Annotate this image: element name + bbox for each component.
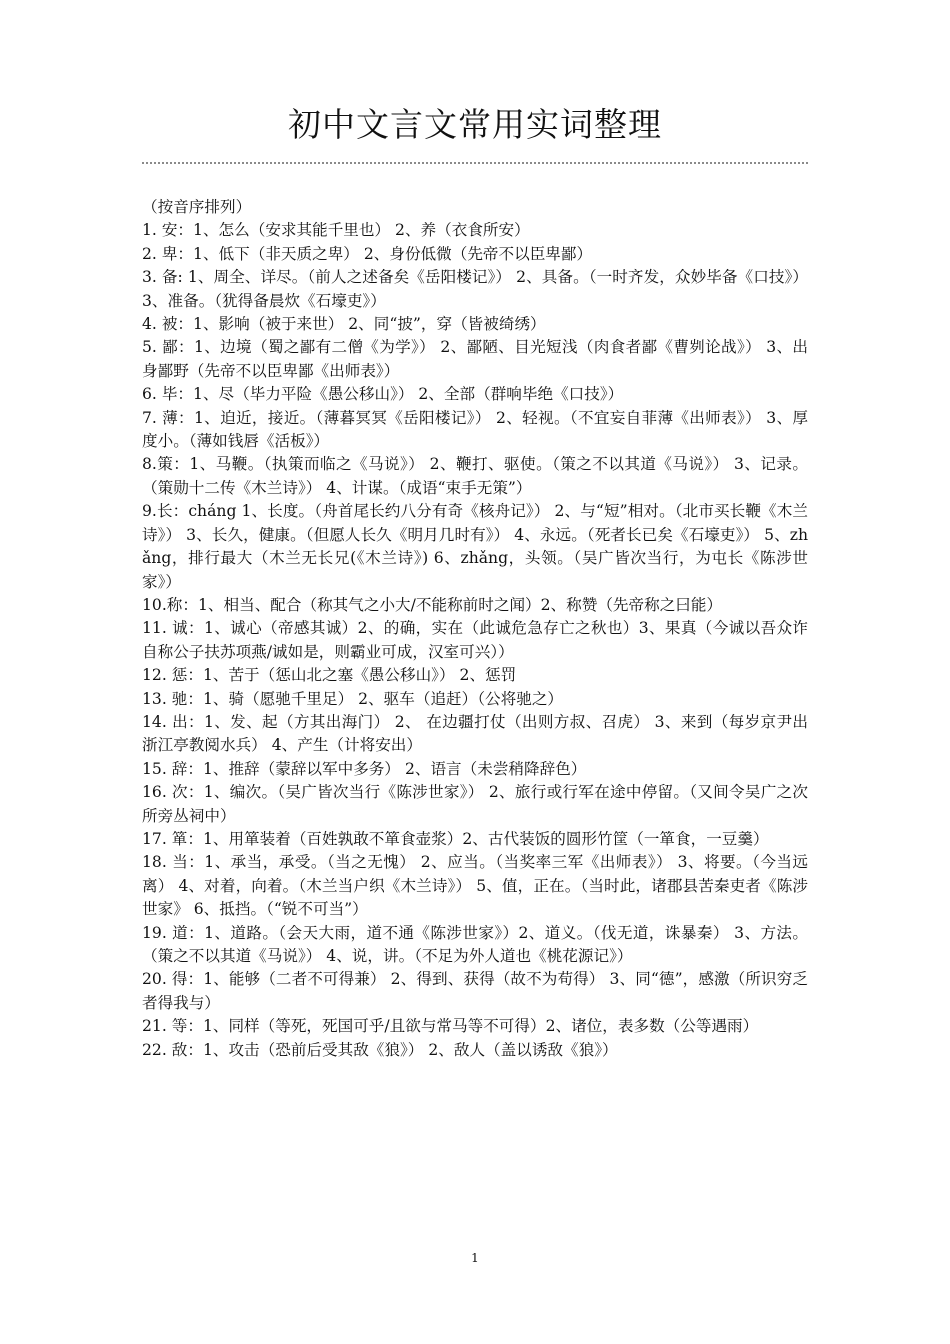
entry-1: 1. 安：1、怎么（安求其能千里也） 2、养（衣食所安）	[142, 221, 530, 240]
entry-8: 8.策：1、马鞭。（执策而临之《马说》） 2、鞭打、驱使。（策之不以其道《马说》） 3、记录。（策勋十二传《木兰诗》） 4、计谋。（成语“束手无策”）	[142, 455, 808, 497]
entry-10: 10.称：1、相当、配合（称其气之小大/不能称前时之闻）2、称赞（先帝称之曰能）	[142, 595, 723, 614]
entry-6: 6. 毕：1、尽（毕力平险《愚公移山》） 2、全部（群响毕绝《口技》）	[142, 385, 624, 404]
entry-14: 14. 出：1、发、起（方其出海门） 2、 在边疆打仗（出则方叔、召虎） 3、来到（每岁京尹出浙江亭教阅水兵） 4、产生（计将安出）	[142, 712, 809, 755]
entry-15: 15. 辞：1、推辞（蒙辞以军中多务） 2、语言（未尝稍降辞色）	[142, 759, 587, 778]
entry-16: 16. 次：1、编次。（吴广皆次当行《陈涉世家》） 2、旅行或行军在途中停留。（又间令吴广之次所旁丛祠中）	[142, 783, 808, 825]
page-number: 1	[471, 1251, 479, 1265]
entry-21: 21. 等：1、同样（等死，死国可乎/且欲与常马等不可得）2、诸位，表多数（公等遇雨）	[142, 1017, 759, 1036]
entry-17: 17. 箪：1、用箪装着（百姓孰敢不箪食壶浆）2、古代装饭的圆形竹筐（一箪食，一豆羹）	[142, 829, 769, 848]
entry-11: 11. 诚：1、诚心（帝感其诚）2、的确，实在（此诚危急存亡之秋也）3、果真（今诚以吾众诈自称公子扶苏项燕/诚如是，则霸业可成，汉室可兴））	[142, 619, 808, 661]
entry-19: 19. 道：1、道路。（会天大雨，道不通《陈涉世家》）2、道义。（伐无道，诛暴秦） 3、方法。（策之不以其道《马说》） 4、说，讲。（不足为外人道也《桃花源记》）	[142, 923, 808, 965]
entry-2: 2. 卑：1、低下（非天质之卑） 2、身份低微（先帝不以臣卑鄙）	[142, 244, 593, 263]
document-body	[142, 196, 808, 1062]
entry-22: 22. 敌：1、攻击（恐前后受其敌《狼》） 2、敌人（盖以诱敌《狼》）	[142, 1040, 618, 1059]
entry-13: 13. 驰：1、骑（愿驰千里足） 2、驱车（追赶）（公将驰之）	[142, 689, 564, 708]
entry-18: 18. 当：1、承当，承受。（当之无愧） 2、应当。（当奖率三军《出师表》） 3、将要。（今当远离） 4、对着，向着。（木兰当户织《木兰诗》） 5、值，正在。（当时此，诸郡县苦秦吏者《陈涉世家》 6、抵挡。（“锐不可当”）	[142, 853, 808, 919]
entry-7: 7. 薄：1、迫近，接近。（薄暮冥冥《岳阳楼记》） 2、轻视。（不宜妄自菲薄《出师表》） 3、厚度小。（薄如钱唇《活板》）	[142, 408, 808, 451]
entry-4: 4. 被：1、影响（被于来世） 2、同“披”，穿（皆被绮绣）	[142, 315, 546, 334]
title-divider	[142, 162, 808, 164]
entry-20: 20. 得：1、能够（二者不可得兼） 2、得到、获得（故不为苟得） 3、同“德”，感激（所识穷乏者得我与）	[142, 970, 808, 1012]
intro-line: （按音序排列）	[142, 198, 252, 216]
entry-9: 9.长：cháng 1、长度。（舟首尾长约八分有奇《核舟记》） 2、与“短”相对。（北市买长鞭《木兰诗》） 3、长久，健康。（但愿人长久《明月几时有》） 4、永远。（死者长已矣《石壕吏》） 5、zhǎng，排行最大（木兰无长兄(《木兰诗》) 6、zhǎng，头领。（吴广皆次当行，为屯长《陈涉世家》）	[142, 502, 808, 591]
entry-3: 3. 备: 1、周全、详尽。（前人之述备矣《岳阳楼记》） 2、具备。（一时齐发，众妙毕备《口技》） 3、准备。（犹得备晨炊《石壕吏》）	[142, 268, 808, 310]
entry-12: 12. 惩：1、苦于（惩山北之塞《愚公移山》） 2、惩罚	[142, 666, 517, 685]
entry-5: 5. 鄙：1、边境（蜀之鄙有二僧《为学》） 2、鄙陋、目光短浅（肉食者鄙《曹刿论战》） 3、出身鄙野（先帝不以臣卑鄙《出师表》）	[142, 338, 808, 380]
document-title: 初中文言文常用实词整理	[288, 105, 662, 144]
